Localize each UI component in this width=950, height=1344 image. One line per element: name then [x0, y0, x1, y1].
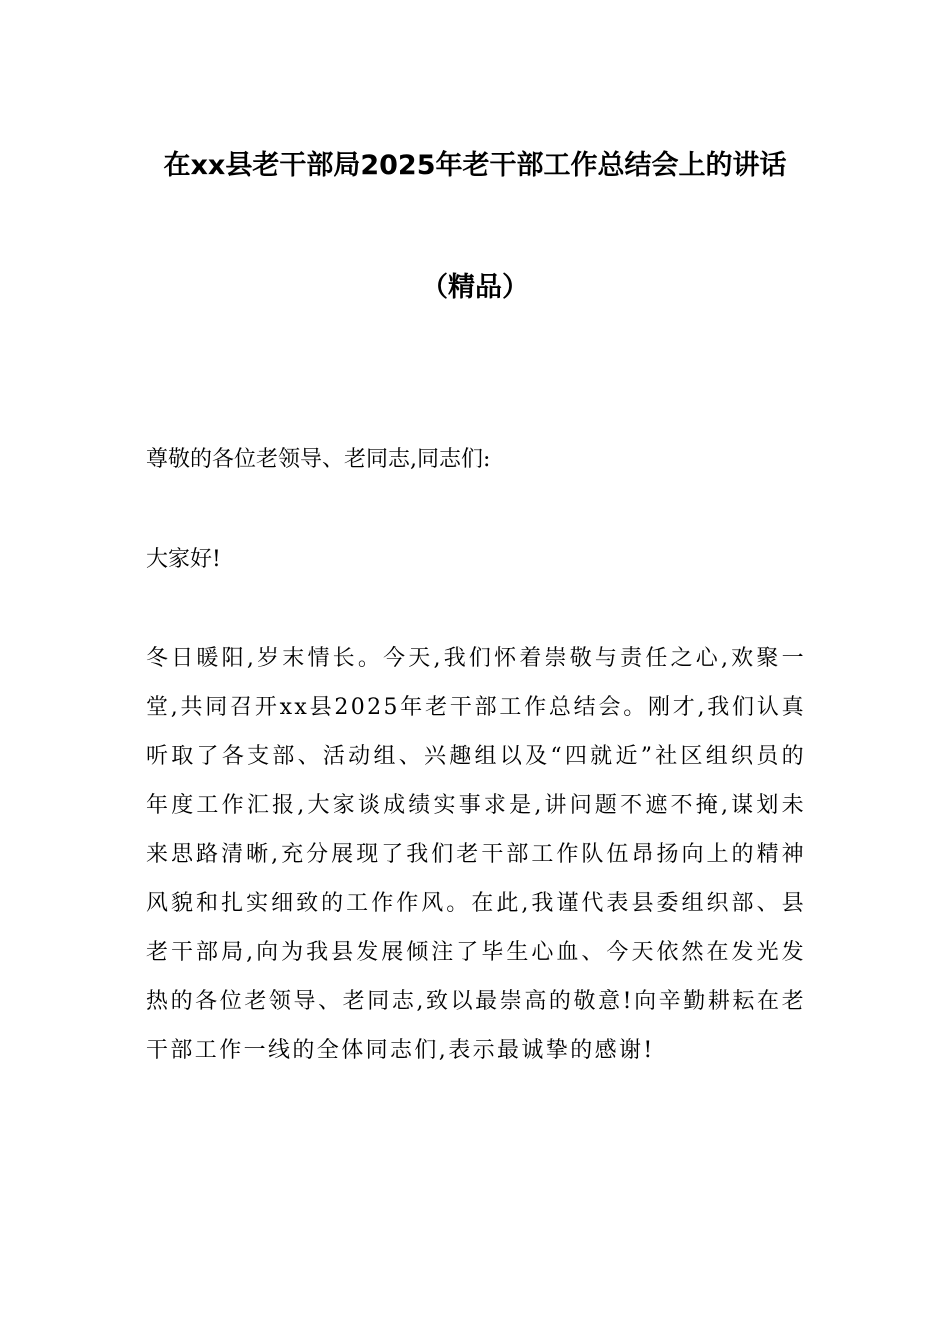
- document-subtitle: （精品）: [421, 272, 529, 303]
- salutation: 尊敬的各位老领导、老同志,同志们:: [146, 447, 491, 472]
- body-paragraph: 冬日暖阳,岁末情长。今天,我们怀着崇敬与责任之心,欢聚一堂,共同召开xx县2025年老干部工作总结会。刚才,我们认真听取了各支部、活动组、兴趣组以及“四就近”社区组织员的年度工作汇报,大家谈成绩实事求是,讲问题不遮不掩,谋划未来思路清晰,充分展现了我们老干部工作队伍昂扬向上的精神风貌和扎实细致的工作作风。在此,我谨代表县委组织部、县老干部局,向为我县发展倾注了毕生心血、今天依然在发光发热的各位老领导、老同志,致以最崇高的敬意!向辛勤耕耘在老干部工作一线的全体同志们,表示最诚挚的感谢!: [146, 646, 806, 1063]
- document-title: 在xx县老干部局2025年老干部工作总结会上的讲话: [163, 150, 787, 181]
- greeting: 大家好!: [146, 547, 221, 572]
